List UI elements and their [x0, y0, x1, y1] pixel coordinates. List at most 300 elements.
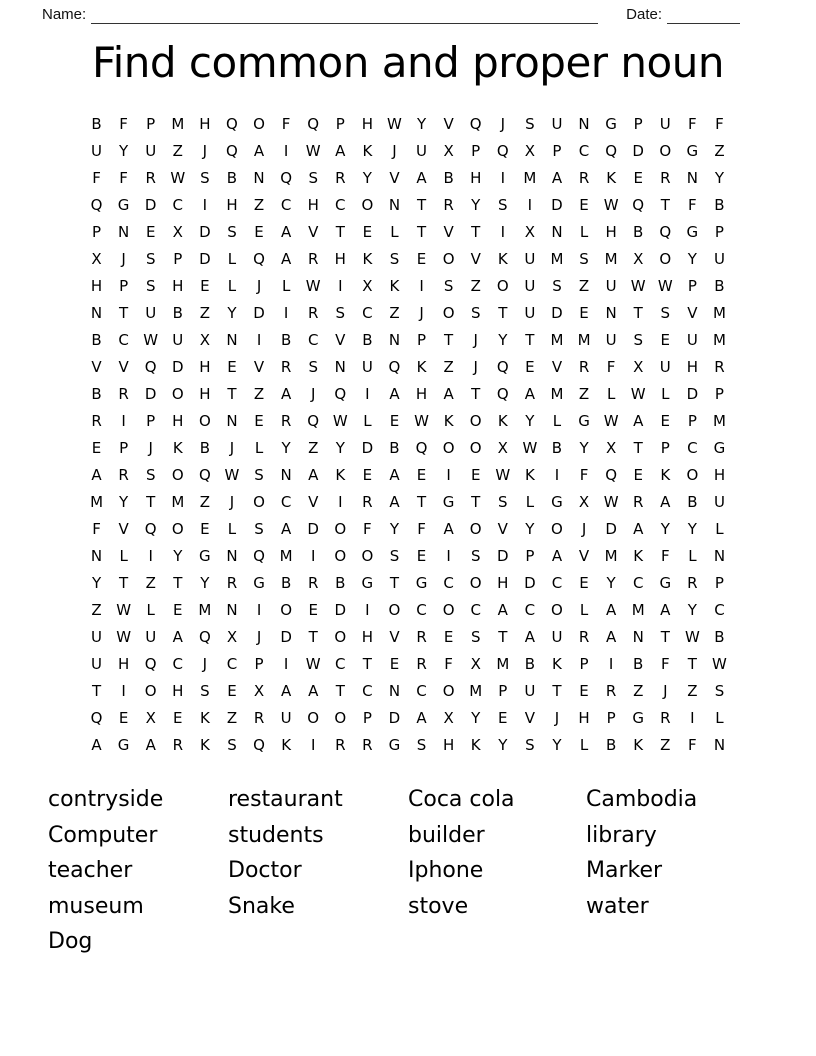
- grid-letter: O: [388, 600, 401, 619]
- word-list-item: Marker: [586, 858, 663, 884]
- grid-letter: P: [146, 411, 156, 430]
- grid-letter: L: [525, 492, 535, 511]
- grid-letter: Y: [579, 438, 589, 457]
- grid-letter: Y: [687, 249, 697, 268]
- grid-letter: M: [279, 546, 293, 565]
- grid-letter: L: [552, 411, 562, 430]
- grid-letter: R: [416, 627, 427, 646]
- grid-letter: W: [495, 465, 511, 484]
- grid-letter: A: [443, 519, 454, 538]
- grid-letter: Y: [687, 519, 697, 538]
- grid-letter: Z: [91, 600, 102, 619]
- grid-letter: M: [577, 330, 591, 349]
- grid-letter: H: [361, 627, 373, 646]
- grid-letter: I: [338, 492, 343, 511]
- grid-letter: K: [389, 276, 400, 295]
- grid-letter: E: [416, 249, 427, 268]
- grid-letter: P: [714, 222, 724, 241]
- grid-letter: I: [419, 276, 424, 295]
- grid-letter: U: [91, 654, 103, 673]
- grid-letter: X: [578, 492, 590, 511]
- grid-letter: B: [389, 438, 400, 457]
- grid-letter: J: [392, 141, 397, 160]
- grid-letter: H: [334, 249, 346, 268]
- grid-letter: V: [253, 357, 265, 376]
- grid-letter: F: [92, 519, 101, 538]
- grid-letter: U: [659, 357, 671, 376]
- grid-letter: Y: [525, 519, 535, 538]
- grid-letter: J: [554, 708, 560, 727]
- grid-letter: O: [334, 627, 347, 646]
- grid-letter: O: [496, 276, 509, 295]
- grid-letter: T: [335, 222, 345, 241]
- grid-letter: D: [497, 546, 509, 565]
- grid-letter: P: [687, 411, 697, 430]
- grid-letter: F: [281, 114, 291, 133]
- grid-letter: W: [224, 465, 240, 484]
- grid-letter: U: [145, 627, 157, 646]
- grid-letter: C: [632, 573, 644, 592]
- word-list-item: teacher: [48, 858, 133, 884]
- grid-letter: C: [118, 330, 129, 349]
- grid-letter: Y: [91, 573, 102, 592]
- grid-letter: S: [525, 114, 535, 133]
- grid-letter: B: [633, 222, 644, 241]
- grid-letter: P: [417, 330, 427, 349]
- grid-letter: P: [660, 438, 670, 457]
- grid-letter: Z: [199, 303, 210, 322]
- grid-letter: P: [119, 276, 129, 295]
- grid-letter: X: [443, 141, 454, 160]
- grid-letter: E: [254, 411, 264, 430]
- grid-letter: Q: [469, 114, 482, 133]
- word-list-item: Cambodia: [586, 787, 698, 813]
- grid-letter: C: [362, 303, 373, 322]
- grid-letter: O: [361, 195, 374, 214]
- grid-letter: J: [202, 141, 208, 160]
- grid-letter: T: [119, 573, 129, 592]
- grid-letter: F: [606, 357, 616, 376]
- grid-letter: T: [335, 681, 345, 700]
- grid-letter: C: [172, 195, 184, 214]
- grid-letter: E: [200, 519, 210, 538]
- grid-letter: G: [415, 573, 428, 592]
- grid-letter: H: [226, 195, 238, 214]
- grid-letter: O: [198, 411, 211, 430]
- grid-letter: W: [170, 168, 186, 187]
- grid-letter: P: [335, 114, 345, 133]
- grid-letter: S: [200, 168, 210, 187]
- grid-letter: W: [657, 276, 673, 295]
- grid-letter: Z: [226, 708, 238, 727]
- grid-letter: U: [686, 330, 698, 349]
- grid-letter: O: [659, 141, 672, 160]
- grid-letter: R: [578, 168, 590, 187]
- grid-letter: S: [254, 519, 264, 538]
- grid-letter: Y: [471, 195, 481, 214]
- grid-letter: S: [145, 276, 156, 295]
- grid-letter: R: [335, 735, 346, 754]
- grid-letter: S: [145, 249, 156, 268]
- grid-letter: I: [121, 681, 126, 700]
- grid-letter: Y: [471, 708, 481, 727]
- grid-letter: P: [362, 708, 372, 727]
- grid-letter: Q: [388, 357, 401, 376]
- grid-letter: Q: [90, 195, 103, 214]
- grid-letter: R: [145, 168, 156, 187]
- grid-letter: M: [171, 114, 185, 133]
- grid-letter: I: [148, 546, 153, 565]
- grid-letter: D: [199, 249, 211, 268]
- grid-letter: T: [687, 654, 697, 673]
- grid-letter: P: [119, 438, 129, 457]
- grid-letter: T: [119, 303, 129, 322]
- word-list: [0, 782, 816, 960]
- grid-letter: U: [524, 276, 536, 295]
- grid-letter: J: [500, 114, 505, 133]
- grid-letter: B: [714, 276, 725, 295]
- grid-letter: Q: [280, 168, 293, 187]
- grid-letter: L: [579, 735, 589, 754]
- grid-letter: C: [335, 654, 346, 673]
- grid-letter: O: [469, 519, 482, 538]
- grid-letter: S: [660, 303, 671, 322]
- grid-letter: E: [660, 330, 671, 349]
- grid-letter: U: [713, 249, 725, 268]
- grid-letter: K: [199, 735, 210, 754]
- grid-letter: R: [335, 168, 346, 187]
- grid-letter: Y: [660, 519, 670, 538]
- grid-letter: S: [498, 195, 508, 214]
- grid-letter: A: [497, 600, 508, 619]
- grid-letter: E: [173, 708, 183, 727]
- grid-letter: A: [551, 546, 563, 565]
- grid-letter: R: [280, 411, 292, 430]
- grid-letter: Y: [335, 438, 345, 457]
- grid-letter: D: [388, 708, 401, 727]
- grid-letter: Z: [389, 303, 400, 322]
- grid-letter: B: [714, 195, 725, 214]
- grid-letter: H: [497, 573, 509, 592]
- grid-letter: T: [362, 654, 372, 673]
- grid-letter: L: [227, 519, 237, 538]
- grid-letter: N: [686, 168, 698, 187]
- grid-letter: R: [362, 735, 373, 754]
- grid-letter: U: [524, 303, 536, 322]
- grid-letter: R: [578, 627, 590, 646]
- grid-letter: R: [280, 357, 292, 376]
- grid-letter: O: [469, 438, 482, 457]
- grid-letter: W: [630, 384, 646, 403]
- grid-letter: K: [281, 735, 292, 754]
- name-label: Name:: [42, 6, 87, 23]
- grid-letter: B: [199, 438, 211, 457]
- grid-letter: N: [280, 465, 292, 484]
- grid-letter: B: [91, 114, 102, 133]
- grid-letter: B: [687, 492, 698, 511]
- grid-letter: I: [283, 303, 289, 322]
- grid-letter: A: [145, 735, 156, 754]
- grid-letter: B: [443, 168, 454, 187]
- grid-letter: O: [280, 600, 293, 619]
- grid-letter: I: [365, 600, 370, 619]
- grid-letter: A: [172, 627, 183, 646]
- grid-letter: Q: [632, 195, 645, 214]
- grid-letter: P: [633, 114, 643, 133]
- grid-letter: C: [714, 600, 725, 619]
- grid-letter: T: [444, 330, 454, 349]
- grid-letter: T: [227, 384, 237, 403]
- grid-letter: N: [253, 168, 265, 187]
- grid-letter: P: [146, 114, 156, 133]
- grid-letter: I: [202, 195, 208, 214]
- grid-letter: Y: [389, 519, 400, 538]
- grid-letter: S: [498, 492, 508, 511]
- grid-letter: O: [442, 249, 455, 268]
- grid-letter: E: [416, 465, 427, 484]
- grid-letter: U: [416, 141, 428, 160]
- grid-letter: Y: [498, 735, 508, 754]
- grid-letter: I: [446, 546, 451, 565]
- grid-letter: U: [91, 141, 103, 160]
- grid-letter: N: [226, 546, 238, 565]
- grid-letter: G: [659, 573, 672, 592]
- grid-letter: T: [552, 681, 562, 700]
- grid-letter: V: [470, 249, 481, 268]
- grid-letter: P: [254, 654, 264, 673]
- grid-letter: A: [660, 600, 671, 619]
- word-list-column: [408, 782, 586, 960]
- grid-letter: T: [173, 573, 183, 592]
- grid-letter: N: [551, 222, 563, 241]
- grid-letter: L: [254, 438, 264, 457]
- grid-letter: M: [712, 411, 726, 430]
- grid-letter: W: [332, 411, 348, 430]
- grid-letter: Z: [633, 681, 644, 700]
- grid-letter: X: [199, 330, 210, 349]
- grid-letter: C: [443, 573, 454, 592]
- word-list-item: contryside: [48, 787, 164, 813]
- grid-letter: V: [389, 168, 400, 187]
- grid-letter: X: [253, 681, 265, 700]
- grid-letter: K: [362, 249, 373, 268]
- grid-letter: M: [90, 492, 104, 511]
- grid-letter: N: [632, 627, 644, 646]
- grid-letter: O: [253, 492, 265, 511]
- grid-letter: X: [633, 249, 644, 268]
- grid-letter: J: [663, 681, 668, 700]
- grid-letter: Z: [253, 195, 265, 214]
- grid-letter: I: [310, 735, 316, 754]
- grid-letter: O: [551, 600, 563, 619]
- grid-letter: G: [551, 492, 563, 511]
- grid-letter: P: [471, 141, 481, 160]
- grid-letter: H: [470, 168, 482, 187]
- grid-letter: J: [473, 357, 478, 376]
- grid-letter: B: [362, 330, 373, 349]
- grid-letter: P: [579, 654, 589, 673]
- grid-letter: B: [605, 735, 617, 754]
- grid-letter: C: [172, 654, 184, 673]
- grid-letter: J: [419, 303, 424, 322]
- grid-letter: X: [524, 222, 535, 241]
- grid-letter: I: [283, 141, 289, 160]
- grid-letter: V: [524, 708, 535, 727]
- grid-letter: K: [497, 411, 508, 430]
- grid-letter: Q: [605, 465, 618, 484]
- word-list-item: stove: [408, 893, 469, 919]
- grid-letter: H: [442, 735, 455, 754]
- grid-letter: L: [281, 276, 291, 295]
- date-label: Date:: [626, 6, 662, 23]
- grid-letter: Q: [144, 357, 157, 376]
- grid-letter: Q: [144, 654, 157, 673]
- grid-letter: U: [361, 357, 373, 376]
- grid-letter: L: [119, 546, 128, 565]
- grid-letter: E: [633, 168, 643, 187]
- grid-letter: B: [91, 384, 102, 403]
- grid-letter: C: [578, 141, 590, 160]
- grid-letter: A: [524, 627, 535, 646]
- grid-letter: D: [686, 384, 699, 403]
- grid-letter: I: [690, 708, 695, 727]
- word-list-item: students: [228, 822, 324, 848]
- grid-letter: B: [335, 573, 346, 592]
- grid-letter: G: [605, 114, 617, 133]
- grid-letter: R: [416, 654, 427, 673]
- grid-letter: O: [144, 681, 157, 700]
- grid-letter: L: [363, 411, 372, 430]
- grid-letter: X: [362, 276, 373, 295]
- grid-letter: N: [226, 600, 238, 619]
- grid-letter: A: [280, 222, 292, 241]
- grid-letter: N: [713, 735, 726, 754]
- grid-letter: Y: [362, 168, 372, 187]
- grid-letter: F: [444, 654, 453, 673]
- grid-letter: Q: [307, 114, 320, 133]
- grid-letter: K: [443, 411, 454, 430]
- grid-letter: R: [443, 195, 454, 214]
- grid-letter: D: [524, 573, 536, 592]
- grid-letter: T: [660, 627, 670, 646]
- grid-letter: V: [687, 303, 698, 322]
- grid-letter: Q: [253, 546, 265, 565]
- grid-letter: O: [307, 708, 320, 727]
- grid-letter: C: [280, 492, 292, 511]
- grid-letter: S: [389, 249, 400, 268]
- grid-letter: O: [334, 708, 347, 727]
- grid-letter: Z: [578, 384, 590, 403]
- grid-letter: M: [171, 492, 185, 511]
- grid-letter: O: [659, 249, 672, 268]
- grid-letter: I: [608, 654, 614, 673]
- grid-letter: R: [226, 573, 238, 592]
- grid-letter: K: [199, 708, 210, 727]
- grid-letter: M: [550, 330, 564, 349]
- grid-letter: F: [92, 168, 101, 187]
- grid-letter: S: [145, 465, 156, 484]
- grid-letter: F: [119, 168, 128, 187]
- grid-letter: R: [307, 573, 319, 592]
- grid-letter: E: [443, 627, 454, 646]
- grid-letter: V: [91, 357, 102, 376]
- word-list-item: Computer: [48, 822, 158, 848]
- word-list-column: [586, 782, 816, 960]
- grid-letter: Y: [606, 573, 616, 592]
- grid-letter: X: [470, 654, 481, 673]
- grid-letter: A: [308, 465, 319, 484]
- grid-letter: U: [659, 114, 671, 133]
- grid-letter: X: [91, 249, 102, 268]
- word-list-item: builder: [408, 822, 485, 848]
- grid-letter: V: [578, 546, 590, 565]
- grid-letter: W: [305, 141, 321, 160]
- grid-letter: P: [498, 681, 508, 700]
- wordsearch-grid: [83, 110, 733, 758]
- grid-letter: D: [172, 357, 184, 376]
- grid-letter: L: [227, 249, 237, 268]
- grid-letter: W: [387, 114, 402, 133]
- grid-letter: Y: [714, 168, 725, 187]
- grid-letter: S: [525, 735, 535, 754]
- grid-letter: E: [227, 681, 237, 700]
- grid-letter: Y: [200, 573, 210, 592]
- grid-letter: D: [144, 384, 157, 403]
- grid-letter: F: [417, 519, 426, 538]
- grid-letter: D: [551, 303, 563, 322]
- grid-letter: L: [390, 222, 399, 241]
- grid-letter: E: [173, 600, 183, 619]
- grid-letter: Y: [687, 600, 697, 619]
- grid-letter: A: [524, 384, 535, 403]
- grid-letter: Q: [334, 384, 347, 403]
- grid-letter: S: [254, 465, 264, 484]
- grid-letter: N: [226, 411, 238, 430]
- grid-letter: Q: [226, 114, 238, 133]
- grid-letter: Q: [496, 384, 509, 403]
- grid-letter: N: [578, 114, 590, 133]
- grid-letter: A: [91, 465, 102, 484]
- grid-letter: Y: [227, 303, 237, 322]
- grid-letter: A: [253, 141, 265, 160]
- grid-letter: L: [146, 600, 155, 619]
- grid-letter: K: [552, 654, 562, 673]
- grid-letter: T: [525, 330, 535, 349]
- grid-letter: N: [388, 195, 401, 214]
- grid-letter: C: [470, 600, 481, 619]
- grid-letter: H: [605, 222, 617, 241]
- grid-letter: O: [469, 411, 482, 430]
- grid-letter: O: [442, 438, 455, 457]
- grid-letter: T: [416, 492, 427, 511]
- grid-letter: B: [633, 654, 644, 673]
- grid-letter: U: [145, 303, 157, 322]
- grid-letter: A: [280, 384, 292, 403]
- grid-letter: X: [633, 357, 644, 376]
- grid-letter: L: [715, 519, 724, 538]
- grid-letter: E: [254, 222, 264, 241]
- grid-letter: I: [338, 276, 343, 295]
- grid-letter: P: [714, 384, 724, 403]
- grid-letter: G: [117, 735, 130, 754]
- grid-letter: K: [524, 465, 535, 484]
- grid-letter: Y: [119, 492, 129, 511]
- grid-letter: F: [688, 195, 697, 214]
- grid-letter: M: [523, 168, 537, 187]
- grid-letter: Q: [659, 222, 672, 241]
- grid-letter: B: [280, 330, 292, 349]
- grid-letter: H: [415, 384, 428, 403]
